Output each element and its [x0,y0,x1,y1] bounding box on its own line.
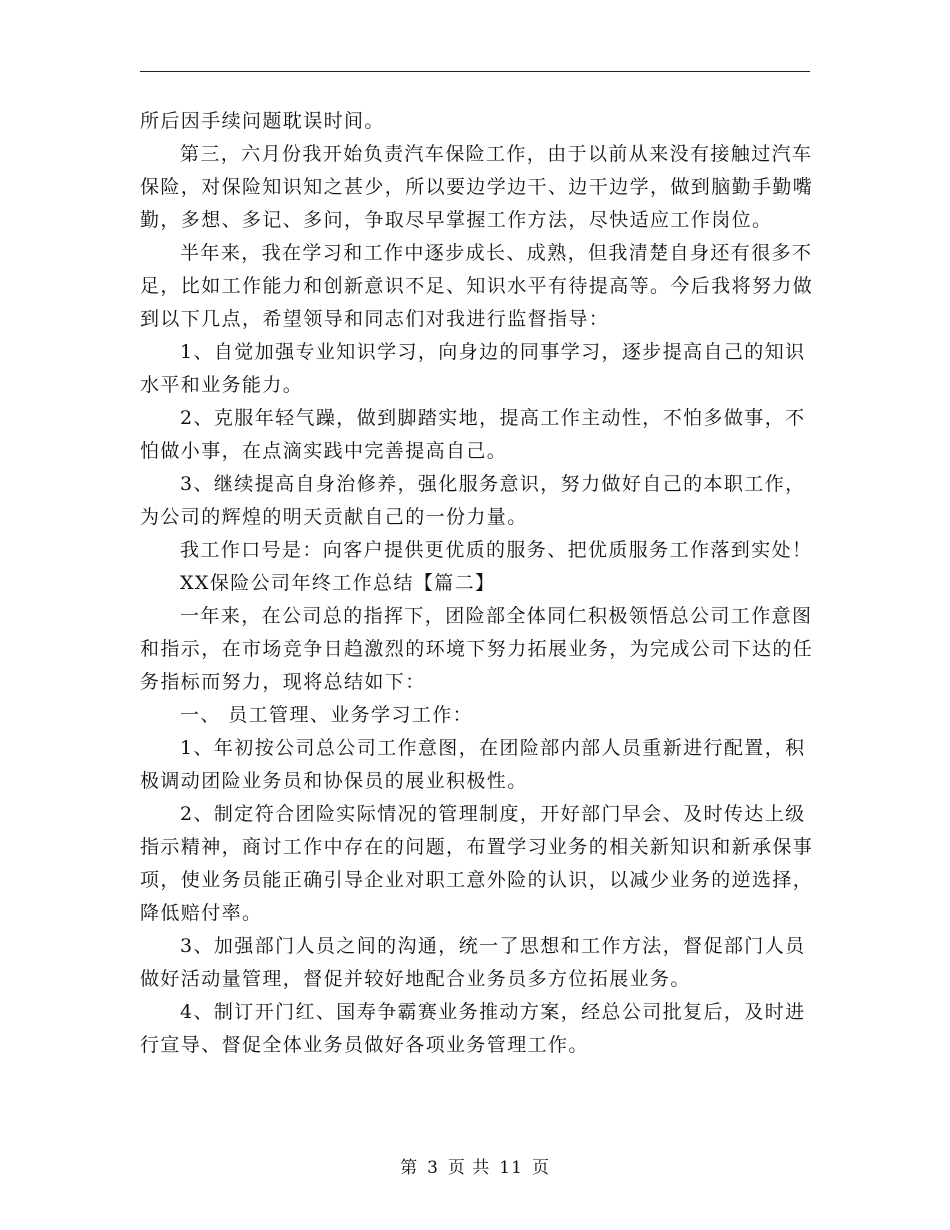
paragraph-5: 2、克服年轻气躁，做到脚踏实地，提高工作主动性，不怕多做事，不怕做小事，在点滴实践中完善提高自己。 [140,407,806,462]
paragraph-4: 1、自觉加强专业知识学习，向身边的同事学习，逐步提高自己的知识水平和业务能力。 [140,341,806,396]
footer-middle: 页 共 [447,1158,491,1178]
footer-prefix: 第 [400,1158,419,1178]
footer-total-pages: 11 [499,1158,523,1178]
footer-current-page: 3 [427,1158,439,1178]
paragraph-13: 3、加强部门人员之间的沟通，统一了思想和工作方法，督促部门人员做好活动量管理，督促并较好地配合业务员多方位拓展业务。 [140,935,806,990]
subsection-heading: 一、 员工管理、业务学习工作： [180,704,474,726]
header-rule [140,71,810,72]
document-body [140,105,820,1062]
paragraph-9: 一年来，在公司总的指挥下，团险部全体同仁积极领悟总公司工作意图和指示，在市场竞争日趋激烈的环境下努力拓展业务，为完成公司下达的任务指标而努力，现将总结如下： [140,605,814,693]
paragraph-6: 3、继续提高自身治修养，强化服务意识，努力做好自己的本职工作，为公司的辉煌的明天贡献自己的一份力量。 [140,473,806,528]
paragraph-12: 2、制定符合团险实际情况的管理制度，开好部门早会、及时传达上级指示精神，商讨工作中存在的问题，布置学习业务的相关新知识和新承保事项，使业务员能正确引导企业对职工意外险的认识，以减少业务的逆选择，降低赔付率。 [140,803,814,924]
footer-suffix: 页 [531,1158,550,1178]
paragraph-2: 第三，六月份我开始负责汽车保险工作，由于以前从来没有接触过汽车保险，对保险知识知之甚少，所以要边学边干、边干边学，做到脑勤手勤嘴勤，多想、多记、多问，争取尽早掌握工作方法，尽快适应工作岗位。 [140,143,814,231]
paragraph-7: 我工作口号是：向客户提供更优质的服务、把优质服务工作落到实处！ [180,539,813,561]
paragraph-11: 1、年初按公司总公司工作意图，在团险部内部人员重新进行配置，积极调动团险业务员和协保员的展业积极性。 [140,737,806,792]
section-heading: XX保险公司年终工作总结【篇二】 [180,572,496,594]
paragraph-3: 半年来，我在学习和工作中逐步成长、成熟，但我清楚自身还有很多不足，比如工作能力和创新意识不足、知识水平有待提高等。今后我将努力做到以下几点，希望领导和同志们对我进行监督指导： [140,242,814,330]
paragraph-14: 4、制订开门红、国寿争霸赛业务推动方案，经总公司批复后，及时进行宣导、督促全体业务员做好各项业务管理工作。 [140,1001,806,1056]
paragraph-1: 所后因手续问题耽误时间。 [140,110,385,132]
page-number-footer [0,1153,950,1178]
